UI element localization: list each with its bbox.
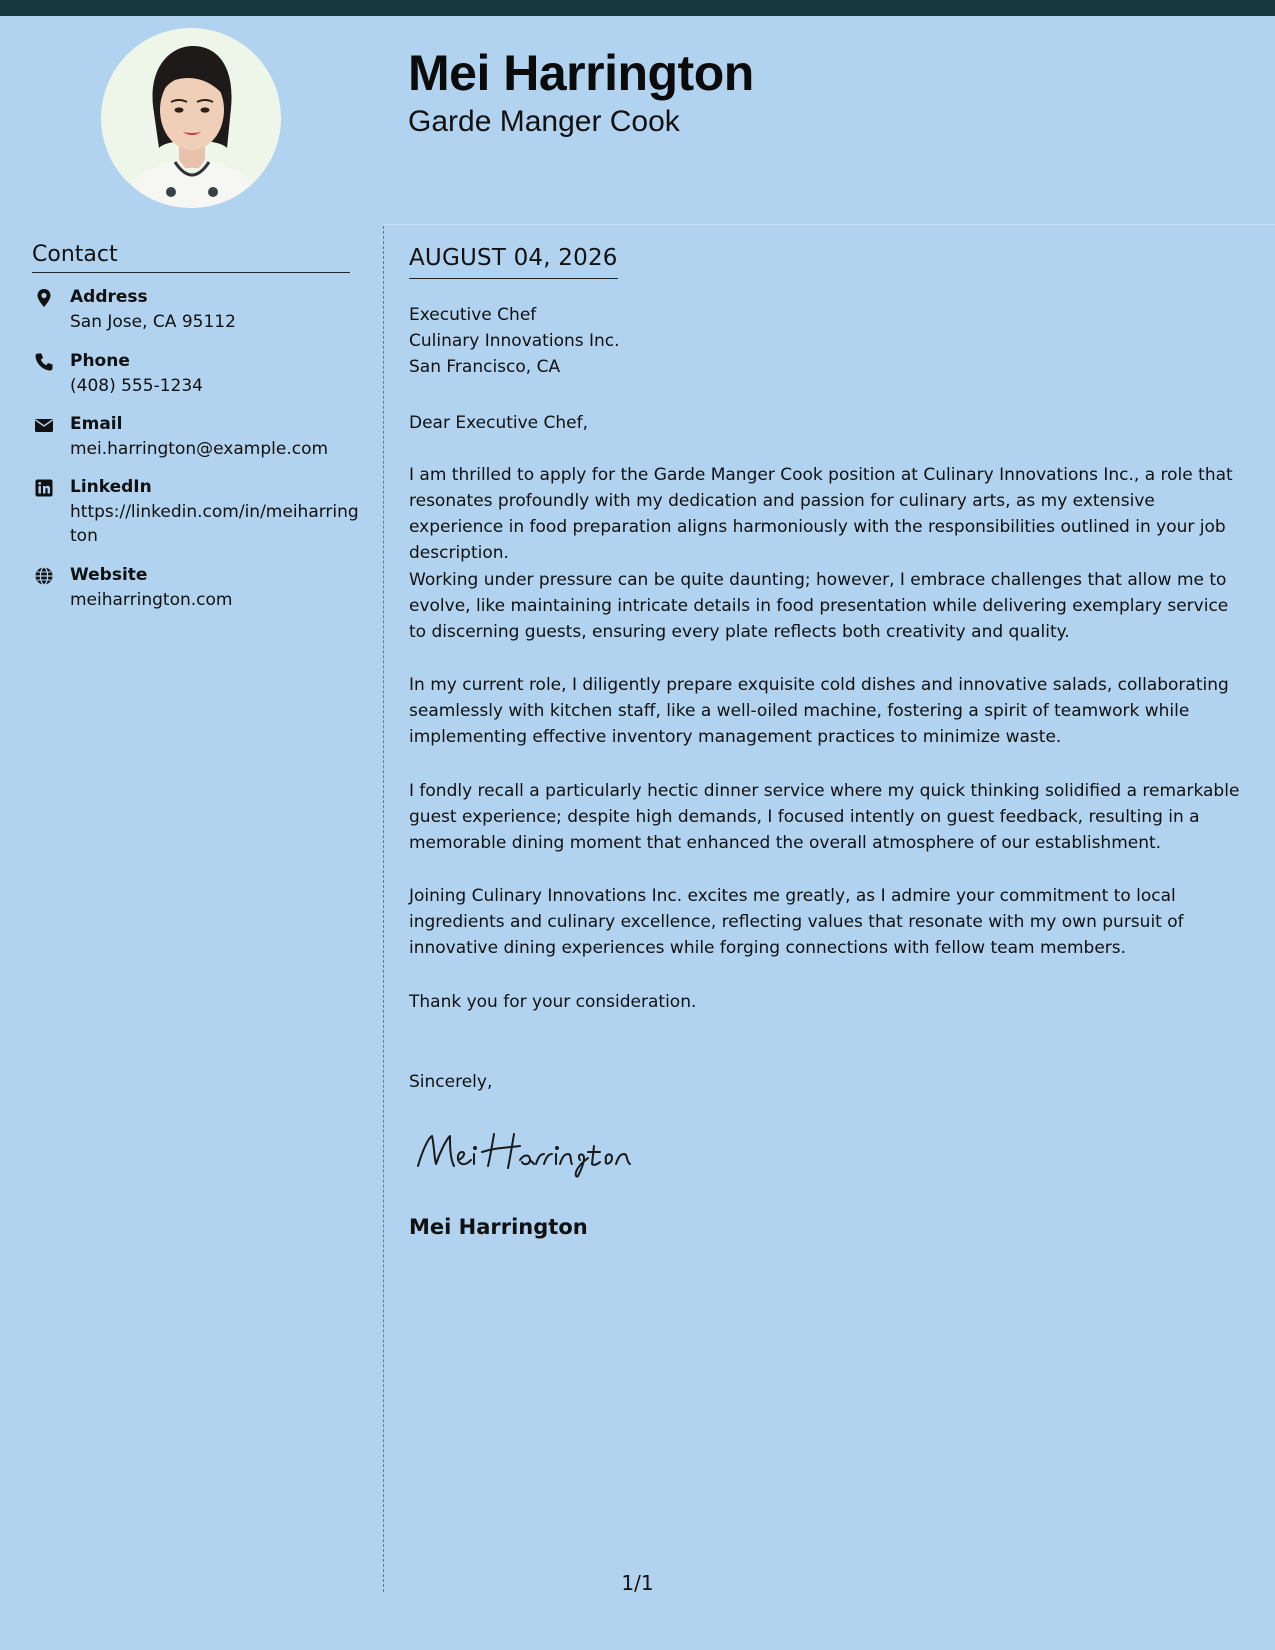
contact-label: Address — [70, 287, 148, 307]
contact-value: meiharrington.com — [70, 590, 233, 610]
salutation: Dear Executive Chef, — [409, 413, 589, 433]
body-paragraph: Working under pressure can be quite daunting; however, I embrace challenges that allow me to evolve, like maintaining intricate details in food presentation while delivering exemplary service to discerning guests, ensuring every plate reflects both creativity and quality. — [409, 570, 1229, 642]
body-paragraph: Joining Culinary Innovations Inc. excites me greatly, as I admire your commitment to local ingredients and culinary excellence, reflecting values that resonate with my own pursuit of innovative dining experiences while forging connections with fellow team members. — [409, 886, 1184, 958]
recipient-title: Executive Chef — [409, 305, 537, 325]
header-divider — [383, 224, 1275, 225]
signer-name: Mei Harrington — [409, 1215, 588, 1239]
page-number: 1/1 — [621, 1571, 654, 1595]
linkedin-icon — [34, 478, 54, 498]
recipient-location: San Francisco, CA — [409, 357, 561, 377]
body-paragraph: I am thrilled to apply for the Garde Manger Cook position at Culinary Innovations Inc., a role that resonates profoundly with my dedication and passion for culinary arts, as my extensive experience in food preparation aligns harmoniously with the responsibilities outlined in your job description. — [409, 465, 1233, 563]
globe-icon — [34, 566, 54, 586]
contact-label: Website — [70, 565, 148, 585]
closing: Sincerely, — [409, 1072, 493, 1092]
envelope-icon — [34, 415, 54, 435]
recipient-company: Culinary Innovations Inc. — [409, 331, 620, 351]
contact-value: mei.harrington@example.com — [70, 439, 329, 459]
profile-photo — [101, 28, 281, 208]
recipient-block — [409, 302, 620, 380]
body-paragraph: In my current role, I diligently prepare exquisite cold dishes and innovative salads, collaborating seamlessly with kitchen staff, like a well-oiled machine, fostering a spirit of teamwork while implementing effective inventory management practices to minimize waste. — [409, 675, 1229, 747]
body-paragraph: Thank you for your consideration. — [409, 992, 697, 1012]
column-divider — [383, 226, 384, 1592]
letter-date: AUGUST 04, 2026 — [409, 242, 618, 279]
contact-value: (408) 555-1234 — [70, 376, 203, 396]
contact-heading: Contact — [32, 240, 350, 273]
contact-value: San Jose, CA 95112 — [70, 312, 236, 332]
contact-label: LinkedIn — [70, 477, 152, 497]
contact-label: Phone — [70, 351, 130, 371]
top-bar — [0, 0, 1275, 16]
contact-value: https://linkedin.com/in/meiharrington — [70, 502, 359, 546]
contact-label: Email — [70, 414, 123, 434]
body-paragraph: I fondly recall a particularly hectic dinner service where my quick thinking solidified a remarkable guest experience; despite high demands, I focused intently on guest feedback, resulting in a memorable dining moment that enhanced the overall atmosphere of our establishment. — [409, 781, 1240, 853]
applicant-job-title: Garde Manger Cook — [408, 105, 680, 138]
applicant-name: Mei Harrington — [408, 45, 754, 101]
signature-image — [412, 1124, 672, 1180]
map-pin-icon — [34, 288, 54, 308]
phone-icon — [34, 352, 54, 372]
